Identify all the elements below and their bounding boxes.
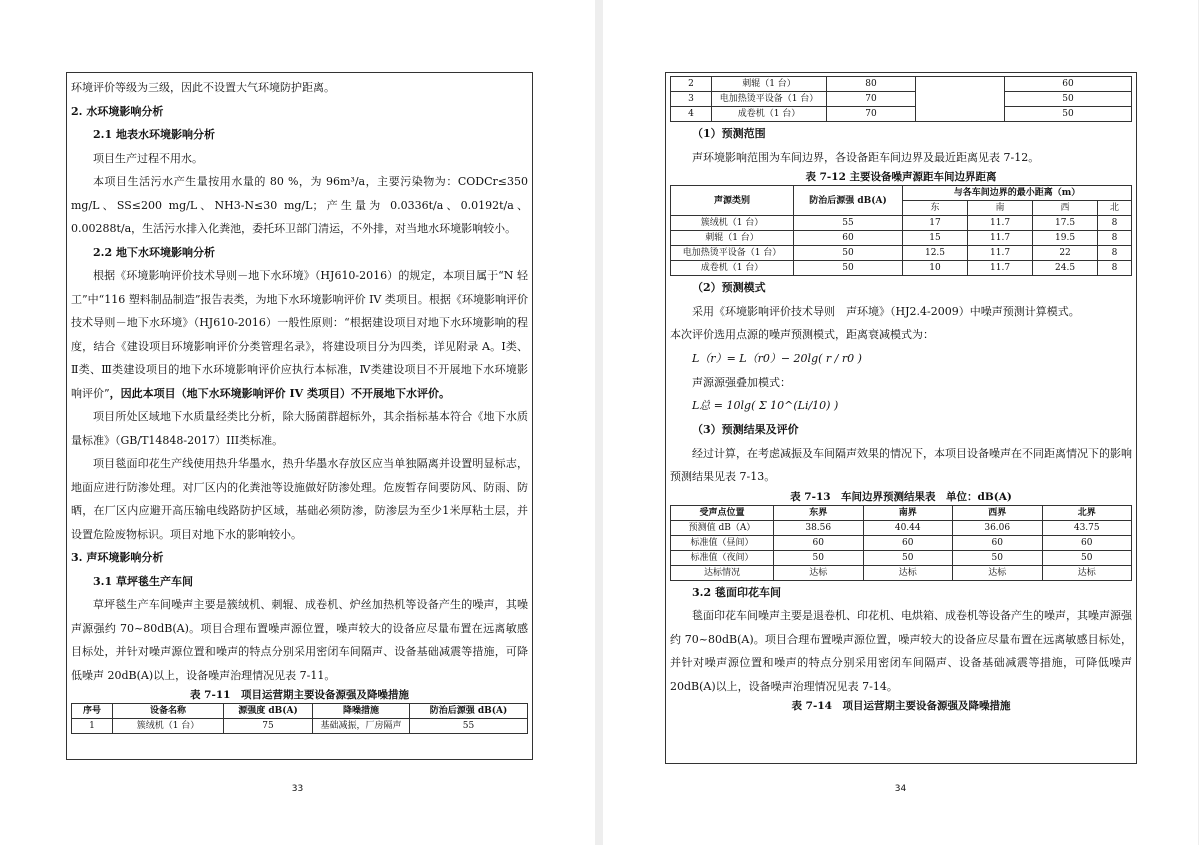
table-header: 北界 xyxy=(1042,505,1132,520)
table-caption: 表 7-11 项目运营期主要设备源强及降噪措施 xyxy=(190,689,409,701)
table-header-row xyxy=(671,505,1132,520)
table-header: 设备名称 xyxy=(113,704,224,719)
page-33 xyxy=(0,0,595,845)
table-cell: 17.5 xyxy=(1033,216,1098,231)
table-cell: 60 xyxy=(953,535,1043,550)
paragraph: 项目所处区域地下水质量经类比分析，除大肠菌群超标外，其余指标基本符合《地下水质量标准》（GB/T14848-2017）III类标准。 xyxy=(71,410,528,447)
paragraph: 采用《环境影响评价技术导则 声环境》（HJ2.4-2009）中噪声预测计算模式。 xyxy=(692,304,1080,318)
heading-surface-water: 2.1 地表水环境影响分析 xyxy=(93,128,215,141)
table-cell: 60 xyxy=(863,535,953,550)
table-cell: 50 xyxy=(1005,107,1132,122)
paragraph: 声源源强叠加模式： xyxy=(692,375,791,389)
text-line: 环境评价等级为三级，因此不设置大气环境防护距离。 xyxy=(71,81,335,94)
table-cell: 1 xyxy=(72,719,113,734)
table-caption: 表 7-13 车间边界预测结果表 单位：dB(A) xyxy=(790,490,1012,503)
table-cell: 簇绒机（1 台） xyxy=(113,719,224,734)
heading-print-workshop: 3.2 毯面印花车间 xyxy=(692,585,781,599)
table-cell: 成卷机（1 台） xyxy=(671,261,794,276)
table-cell: 达标 xyxy=(953,565,1043,580)
heading-prediction-mode: （2）预测模式 xyxy=(692,281,766,294)
table-cell: 60 xyxy=(794,231,903,246)
paragraph: 项目生产过程不用水。 xyxy=(93,151,203,165)
heading-prediction-result: （3）预测结果及评价 xyxy=(692,423,799,436)
page-number: 34 xyxy=(894,784,907,794)
table-cell: 预测值 dB（A） xyxy=(671,520,774,535)
table-7-11 xyxy=(71,703,528,734)
table-row xyxy=(671,77,1132,92)
table-header: 北 xyxy=(1098,201,1132,216)
table-cell: 成卷机（1 台） xyxy=(712,107,827,122)
table-header: 序号 xyxy=(72,704,113,719)
table-cell: 40.44 xyxy=(863,520,953,535)
table-row xyxy=(671,231,1132,246)
table-cell: 标准值（昼间） xyxy=(671,535,774,550)
paragraph: 本项目生活污水产生量按用水量的 80 %，为 96m³/a，主要污染物为：CODCr≤350 mg/L、SS≤200 mg/L、NH3-N≤30 mg/L；产生量为 0.0336t/a、0.0192t/a、0.00288t/a，生活污水排入化粪池，委托环卫部门清运，不外排，对当地水环境影响较小。 xyxy=(71,175,528,235)
table-header: 防治后源强 dB(A) xyxy=(794,186,903,216)
table-cell: 60 xyxy=(1042,535,1132,550)
table-cell: 2 xyxy=(671,77,712,92)
table-cell: 11.7 xyxy=(968,216,1033,231)
table-header: 东界 xyxy=(774,505,864,520)
table-caption: 表 7-14 项目运营期主要设备源强及降噪措施 xyxy=(791,700,1011,712)
table-cell: 10 xyxy=(903,261,968,276)
table-cell: 8 xyxy=(1098,261,1132,276)
table-header: 降噪措施 xyxy=(313,704,410,719)
table-cell: 电加热烫平设备（1 台） xyxy=(671,246,794,261)
content-frame xyxy=(665,72,1137,764)
table-cell: 基础减振，厂房隔声 xyxy=(313,719,410,734)
table-cell: 19.5 xyxy=(1033,231,1098,246)
table-cell: 达标 xyxy=(774,565,864,580)
paragraph: 毯面印花车间噪声主要是退卷机、印花机、电烘箱、成卷机等设备产生的噪声，其噪声源强约 70~80dB(A)。项目合理布置噪声源位置，噪声较大的设备应尽量布置在远离敏感目标处，并针对噪声源位置和噪声的特点分别采用密闭车间隔声、设备基础减震等措施，可降低噪声 20dB(A)以上，设备噪声治理情况见表 7-14。 xyxy=(670,609,1132,693)
page-number: 33 xyxy=(291,784,304,794)
heading-prediction-range: （1）预测范围 xyxy=(692,127,766,140)
table-row xyxy=(671,261,1132,276)
table-cell: 电加热烫平设备（1 台） xyxy=(712,92,827,107)
table-cell: 刺辊（1 台） xyxy=(712,77,827,92)
table-cell: 50 xyxy=(794,246,903,261)
heading-groundwater: 2.2 地下水环境影响分析 xyxy=(93,245,215,259)
table-cell: 55 xyxy=(410,719,528,734)
table-cell: 70 xyxy=(827,107,916,122)
table-cell: 4 xyxy=(671,107,712,122)
table-cell: 80 xyxy=(827,77,916,92)
table-cell: 36.06 xyxy=(953,520,1043,535)
table-header: 西 xyxy=(1033,201,1098,216)
heading-noise: 3. 声环境影响分析 xyxy=(71,551,164,564)
table-header: 西界 xyxy=(953,505,1043,520)
table-cell: 8 xyxy=(1098,231,1132,246)
table-cell: 3 xyxy=(671,92,712,107)
table-header-row xyxy=(671,186,1132,201)
table-cell: 22 xyxy=(1033,246,1098,261)
table-cell: 8 xyxy=(1098,216,1132,231)
table-row xyxy=(671,535,1132,550)
table-row xyxy=(72,719,528,734)
table-header: 受声点位置 xyxy=(671,505,774,520)
table-row xyxy=(671,92,1132,107)
table-row xyxy=(671,565,1132,580)
table-header: 南界 xyxy=(863,505,953,520)
table-cell: 75 xyxy=(224,719,313,734)
table-cell xyxy=(916,77,1005,122)
table-cell: 11.7 xyxy=(968,261,1033,276)
table-cell: 24.5 xyxy=(1033,261,1098,276)
table-cell: 15 xyxy=(903,231,968,246)
table-row xyxy=(671,216,1132,231)
table-cell: 50 xyxy=(794,261,903,276)
table-cell: 50 xyxy=(953,550,1043,565)
table-cell: 38.56 xyxy=(774,520,864,535)
paragraph: 项目毯面印花生产线使用热升华墨水，热升华墨水存放区应当单独隔离并设置明显标志，地面应进行防渗处理。对厂区内的化粪池等设施做好防渗处理。危废暂存间要防风、防雨、防晒，在厂区内应避开高压输电线路防护区域，基础必须防渗，防渗层为至少1米厚粘土层，并设置危险废物标识。项目对地下水的影响较小。 xyxy=(71,457,528,541)
page-34 xyxy=(603,0,1198,845)
table-cell: 11.7 xyxy=(968,231,1033,246)
table-cell: 11.7 xyxy=(968,246,1033,261)
heading-water: 2. 水环境影响分析 xyxy=(71,104,164,118)
table-header: 源强度 dB(A) xyxy=(224,704,313,719)
table-cell: 50 xyxy=(863,550,953,565)
table-cell: 簇绒机（1 台） xyxy=(671,216,794,231)
table-row xyxy=(671,246,1132,261)
formula-distance-attenuation: L（r）= L（r0）− 20lg( r / r0 ) xyxy=(692,351,862,365)
table-header: 防治后源强 dB(A) xyxy=(410,704,528,719)
table-header: 声源类别 xyxy=(671,186,794,216)
table-cell: 17 xyxy=(903,216,968,231)
table-cell: 60 xyxy=(1005,77,1132,92)
table-cell: 55 xyxy=(794,216,903,231)
table-cell: 刺辊（1 台） xyxy=(671,231,794,246)
paragraph xyxy=(71,264,528,405)
table-cell: 60 xyxy=(774,535,864,550)
table-header: 东 xyxy=(903,201,968,216)
paragraph: 声环境影响范围为车间边界，各设备距车间边界及最近距离见表 7-12。 xyxy=(692,150,1040,164)
content-frame xyxy=(66,72,533,760)
table-caption: 表 7-12 主要设备噪声源距车间边界距离 xyxy=(805,171,997,183)
table-7-13 xyxy=(670,505,1132,581)
table-row xyxy=(671,550,1132,565)
paragraph-part: 根据《环境影响评价技术导则－地下水环境》（HJ610-2016）的规定，本项目属于“N 轻工”中“116 塑料制品制造”报告表类，为地下水环境影响评价 IV 类项目。根据《环境影响评价技术导则－地下水环境》（HJ610-2016）一般性原则：“根据建设项目对地下水环境影响的程度，结合《建设项目环境影响评价分类管理名录》，将建设项目分为四类，详见附录 A。Ⅰ类、Ⅱ类、Ⅲ类建设项目的地下水环境影响评价应执行本标准，Ⅳ类建设项目不开展地下水环境影响评价” xyxy=(71,269,528,400)
table-cell: 8 xyxy=(1098,246,1132,261)
table-cell: 标准值（夜间） xyxy=(671,550,774,565)
table-cell: 达标 xyxy=(1042,565,1132,580)
table-cell: 43.75 xyxy=(1042,520,1132,535)
formula-source-superposition: L总 = 10lg( Σ 10^(Li/10) ) xyxy=(692,399,839,412)
paragraph: 草坪毯生产车间噪声主要是簇绒机、刺辊、成卷机、炉丝加热机等设备产生的噪声，其噪声源强约 70~80dB(A)。项目合理布置噪声源位置，噪声较大的设备应尽量布置在远离敏感目标处，并针对噪声源位置和噪声的特点分别采用密闭车间隔声、设备基础减震等措施，可降低噪声 20dB(A)以上，设备噪声治理情况见表 7-11。 xyxy=(71,598,528,682)
table-cell: 12.5 xyxy=(903,246,968,261)
table-cell: 达标 xyxy=(863,565,953,580)
table-cell: 50 xyxy=(1005,92,1132,107)
table-header: 南 xyxy=(968,201,1033,216)
paragraph: 经过计算，在考虑减振及车间隔声效果的情况下，本项目设备噪声在不同距离情况下的影响预测结果见表 7-13。 xyxy=(670,446,1132,483)
table-7-11-continued xyxy=(670,76,1132,122)
table-cell: 50 xyxy=(774,550,864,565)
table-header: 与各车间边界的最小距离（m） xyxy=(903,186,1132,201)
table-row xyxy=(671,520,1132,535)
table-row xyxy=(671,107,1132,122)
heading-turf-workshop: 3.1 草坪毯生产车间 xyxy=(93,574,193,588)
table-header-row xyxy=(72,704,528,719)
table-7-12 xyxy=(670,185,1132,276)
paragraph: 本次评价选用点源的噪声预测模式，距离衰减模式为： xyxy=(670,328,934,341)
table-cell: 50 xyxy=(1042,550,1132,565)
table-cell: 达标情况 xyxy=(671,565,774,580)
paragraph-bold-part: ，因此本项目（地下水环境影响评价 IV 类项目）不开展地下水评价。 xyxy=(109,386,450,400)
table-cell: 70 xyxy=(827,92,916,107)
